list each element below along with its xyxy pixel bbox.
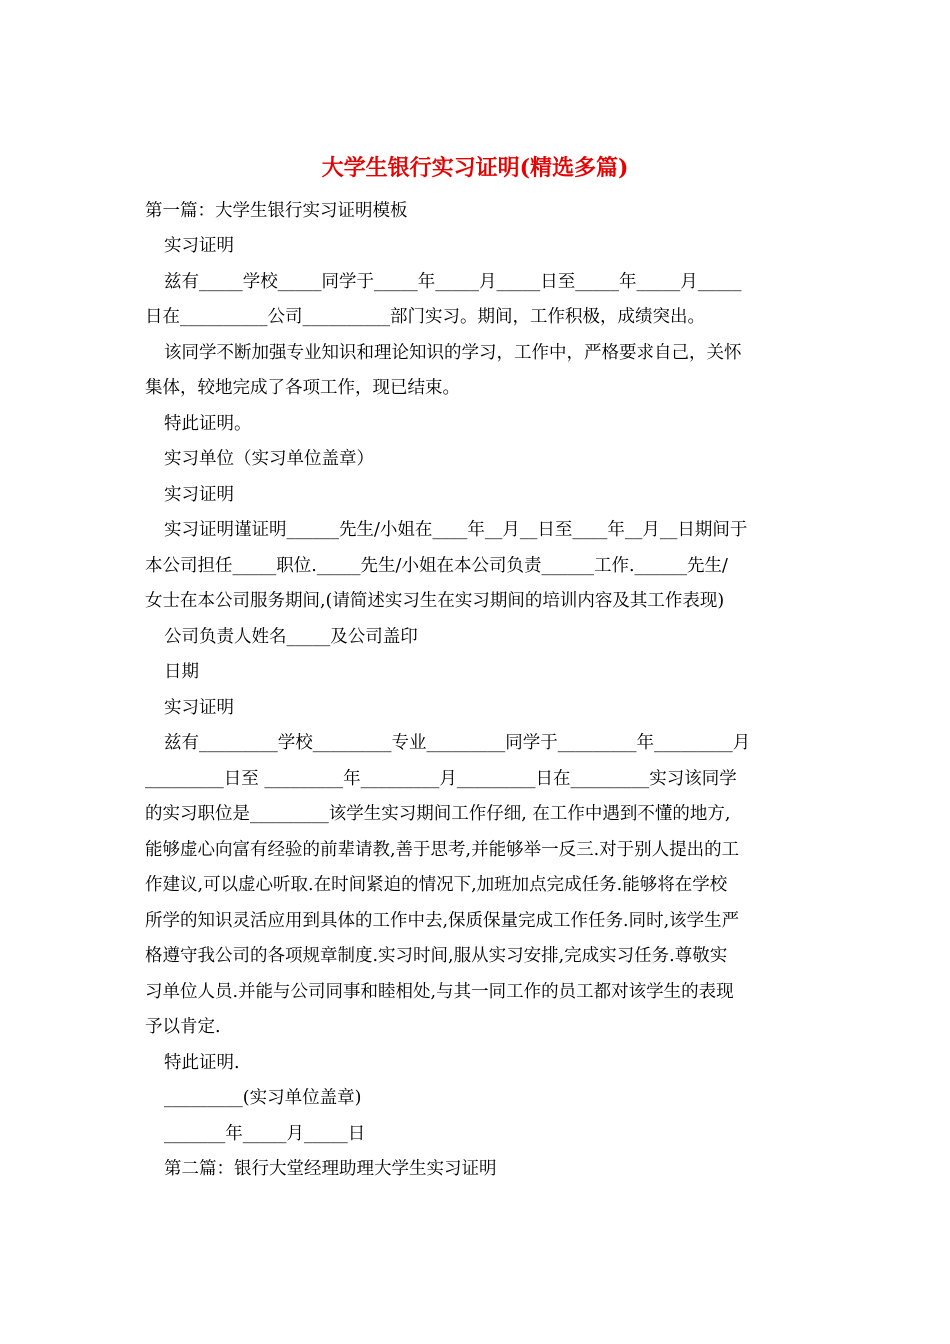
section-heading-1: 第一篇：大学生银行实习证明模板 [145,201,408,221]
paragraph-line: 公司负责人姓名_____及公司盖印 [164,626,418,647]
paragraph-line: 集体，较地完成了各项工作，现已结束。 [145,378,460,398]
paragraph-line: 所学的知识灵活应用到具体的工作中去,保质保量完成工作任务.同时,该学生严 [145,910,740,931]
paragraph-line: 兹有_____学校_____同学于_____年_____月_____日至_____年_____月_____ [164,271,742,292]
paragraph-line: 特此证明。 [164,413,252,434]
paragraph-line: _________(实习单位盖章) [164,1088,362,1108]
document-title: 大学生银行实习证明(精选多篇) [321,155,629,181]
paragraph-line: 该同学不断加强专业知识和理论知识的学习，工作中，严格要求自己，关怀 [164,342,742,363]
paragraph-line: 本公司担任_____职位._____先生/小姐在本公司负责______工作.______先生/ [145,555,728,576]
paragraph-line: 特此证明. [164,1052,240,1073]
document-body [145,194,813,1188]
paragraph-line: 兹有_________学校_________专业_________同学于_________年_________月 [164,733,751,753]
paragraph-line: 习单位人员.并能与公司同事和睦相处,与其一同工作的员工都对该学生的表现 [145,981,734,1002]
section-heading-2: 第二篇：银行大堂经理助理大学生实习证明 [164,1159,497,1179]
paragraph-line: 予以肯定. [145,1017,221,1037]
paragraph-line: 日在__________公司__________部门实习。期间，工作积极，成绩突出。 [145,307,705,327]
paragraph-line: 作建议,可以虚心听取.在时间紧迫的情况下,加班加点完成任务.能够将在学校 [145,875,728,895]
paragraph-line: 实习证明谨证明______先生/小姐在____年__月__日至____年__月__日期间于 [164,520,748,540]
paragraph-line: 格遵守我公司的各项规章制度.实习时间,服从实习安排,完成实习任务.尊敬实 [145,946,728,966]
paragraph-line: 的实习职位是_________该学生实习期间工作仔细, 在工作中遇到不懂的地方, [145,804,731,824]
paragraph-line: 实习单位（实习单位盖章） [164,449,374,469]
paragraph-line: 女士在本公司服务期间,(请简述实习生在实习期间的培训内容及其工作表现) [145,591,725,611]
certificate-heading: 实习证明 [164,697,234,718]
paragraph-line: _______年_____月_____日 [164,1123,366,1144]
paragraph-line: _________日至 _________年_________月_________日在_________实习该同学 [145,768,737,789]
paragraph-line: 能够虚心向富有经验的前辈请教,善于思考,并能够举一反三.对于别人提出的工 [145,839,740,860]
certificate-heading: 实习证明 [164,484,234,505]
certificate-heading: 实习证明 [164,236,234,256]
paragraph-line: 日期 [164,662,199,682]
